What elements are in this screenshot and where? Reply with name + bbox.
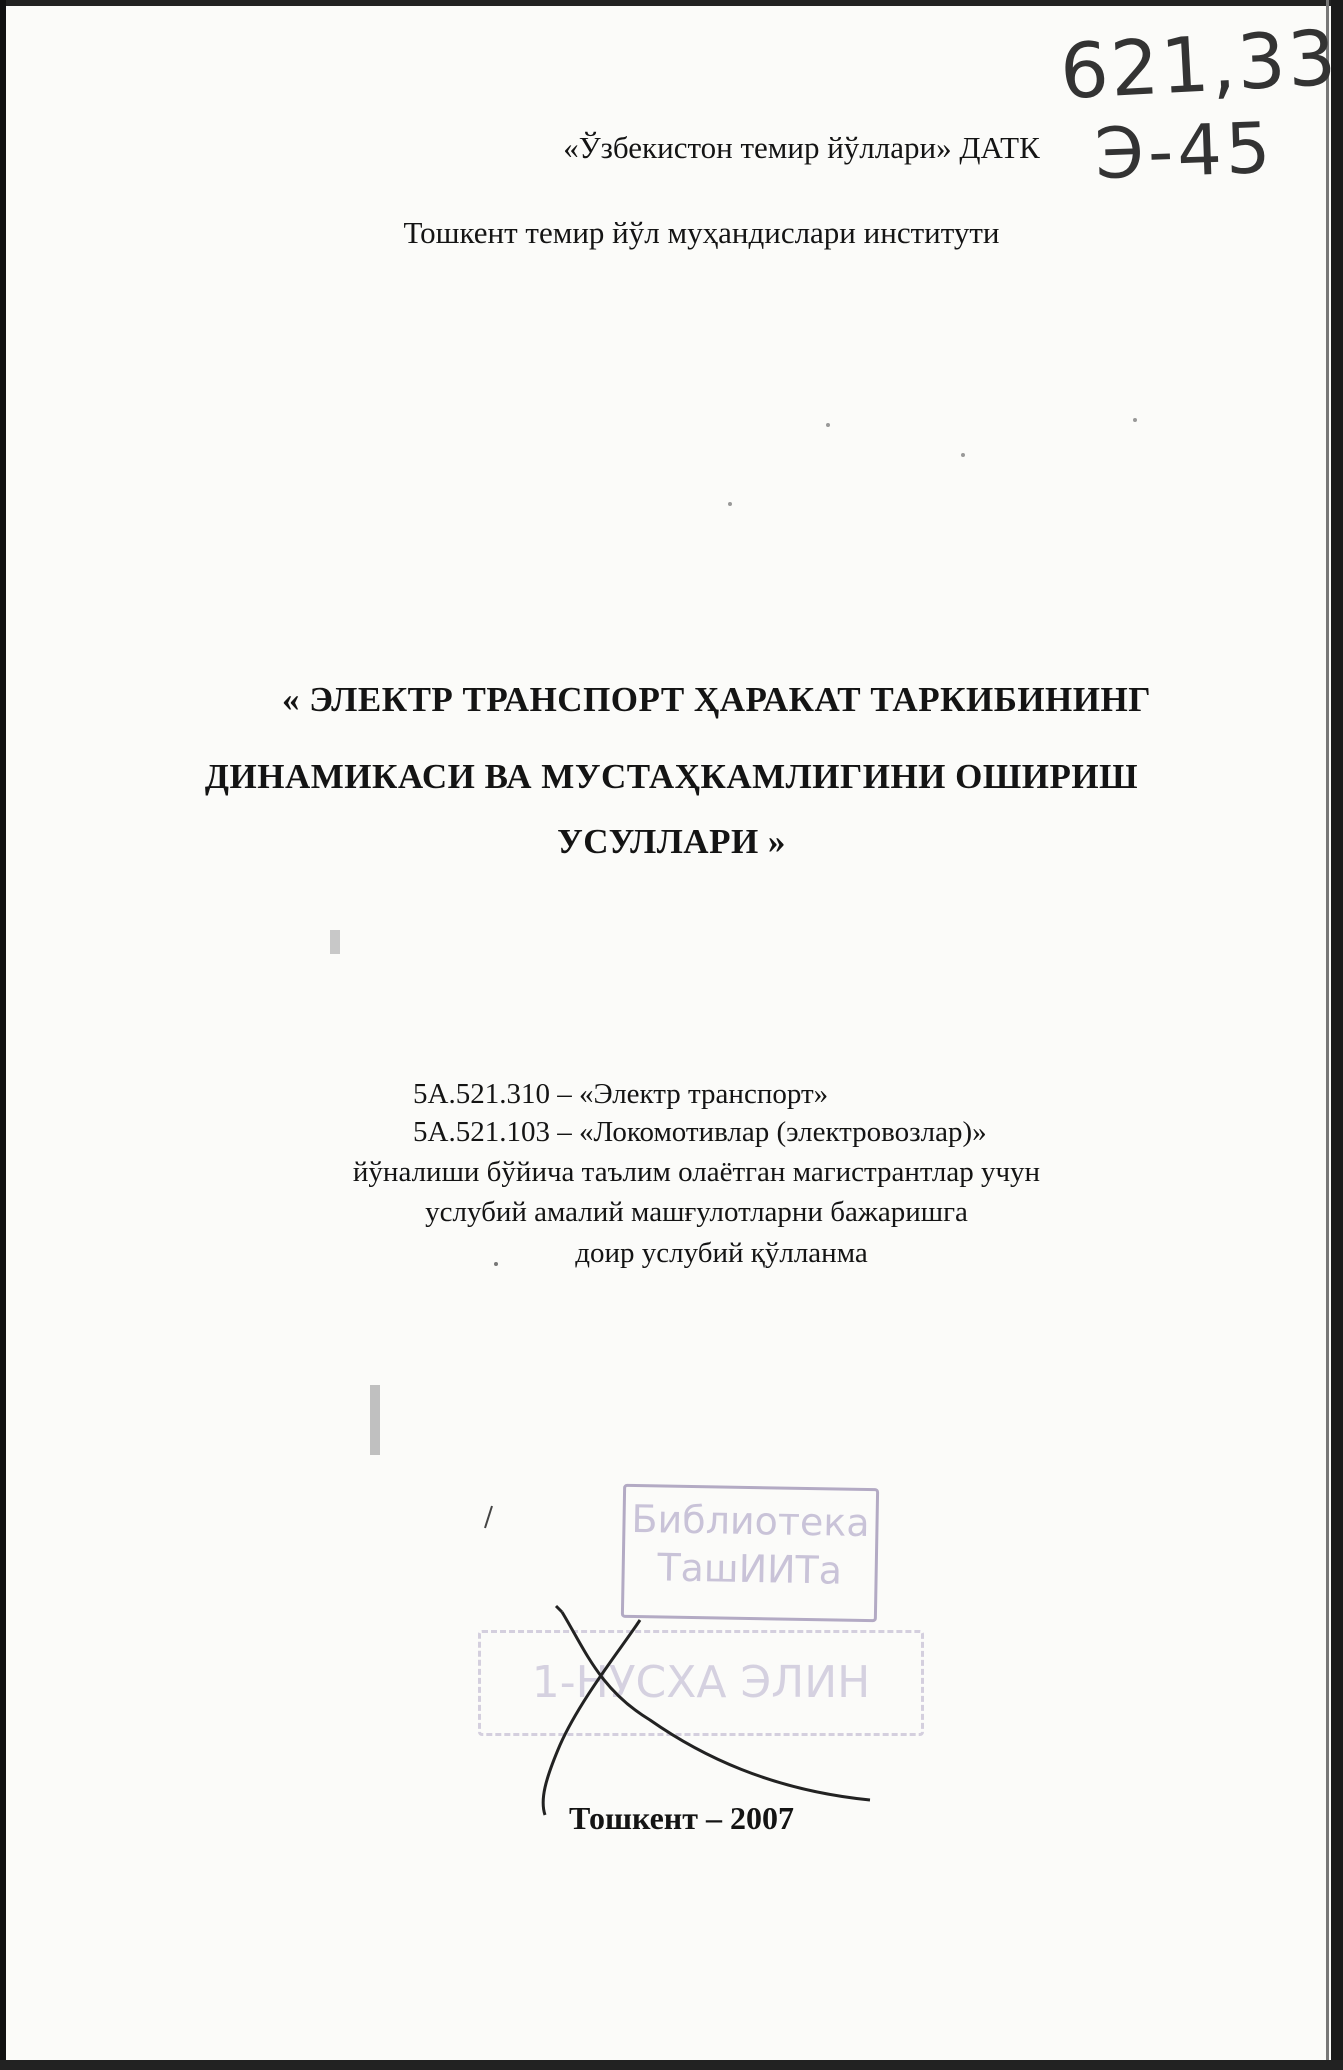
scan-dot-1 xyxy=(826,423,830,427)
scan-artifact-1 xyxy=(330,930,340,954)
scan-dot-5 xyxy=(494,1262,498,1266)
scan-artifact-2 xyxy=(370,1385,380,1455)
document-type-line-text: доир услубий қўлланма xyxy=(575,1237,868,1269)
scan-dot-3 xyxy=(961,453,965,457)
library-stamp-line-2: ТашИИТа xyxy=(657,1545,843,1593)
copy-stamp-text: 1-НУСХА ЭЛИН xyxy=(531,1657,871,1708)
document-title-line-1-text: « ЭЛЕКТР ТРАНСПОРТ ҲАРАКАТ ТАРКИБИНИНГ xyxy=(282,680,1151,719)
library-stamp-line-1: Библиотека xyxy=(631,1496,871,1546)
handwritten-classification-code: 621,33 xyxy=(1057,12,1341,117)
scan-dot-2 xyxy=(1133,418,1137,422)
purpose-line-text: услубий амалий машғулотларни бажаришга xyxy=(425,1196,968,1228)
organization-name-text: «Ўзбекистон темир йўллари» ДАТК xyxy=(563,130,1040,165)
institute-name-text: Тошкент темир йўл муҳандислари институти xyxy=(403,215,1000,250)
document-title-line-2-text: ДИНАМИКАСИ ВА МУСТАҲКАМЛИГИНИ ОШИРИШ xyxy=(204,757,1139,796)
audience-line-text: йўналиши бўйича таълим олаётган магистрантлар учун xyxy=(352,1156,1041,1188)
place-and-year xyxy=(0,1800,1343,1837)
scan-dot-4 xyxy=(728,502,732,506)
specialty-code-1: 5А.521.310 – «Электр транспорт» xyxy=(413,1078,829,1110)
handwritten-author-mark: Э-45 xyxy=(1093,106,1276,196)
pen-tick-mark xyxy=(485,1506,492,1528)
specialty-code-2: 5А.521.103 – «Локомотивлар (электровозлар)» xyxy=(413,1116,987,1148)
cross-stroke-tail xyxy=(556,1606,562,1612)
cross-stroke-2 xyxy=(543,1620,640,1815)
document-title-line-3-text: УСУЛЛАРИ » xyxy=(557,822,786,861)
place-and-year-text: Тошкент – 2007 xyxy=(569,1800,794,1836)
cross-stroke-1 xyxy=(562,1612,870,1800)
